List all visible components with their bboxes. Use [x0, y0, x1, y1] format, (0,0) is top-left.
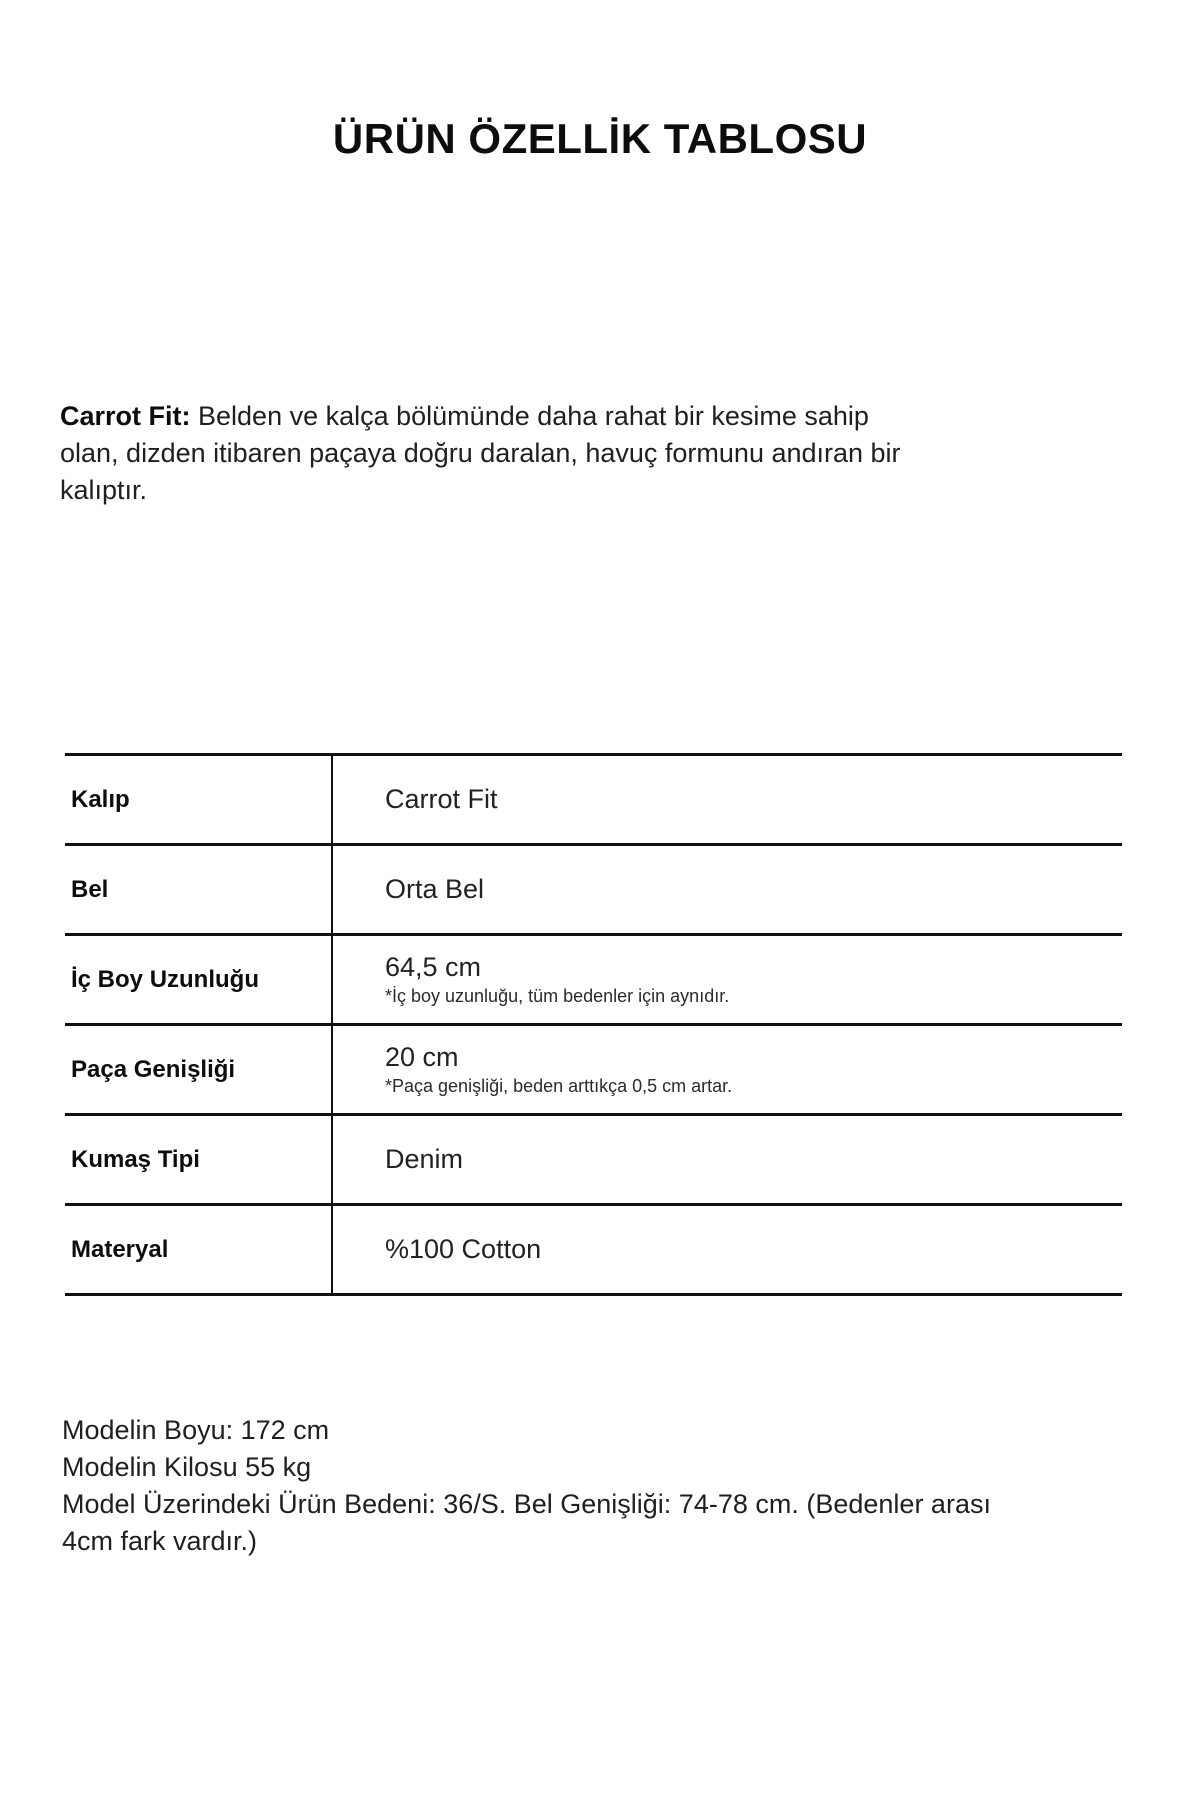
page-title: ÜRÜN ÖZELLİK TABLOSU: [332, 115, 868, 162]
spec-row-materyal: [65, 1206, 1122, 1296]
model-info-line-size: Model Üzerindeki Ürün Bedeni: 36/S. Bel Genişliği: 74-78 cm. (Bedenler arası 4cm fark vardır.): [62, 1489, 991, 1556]
spec-value-cell: [333, 1206, 1122, 1293]
spec-row-kumas: [65, 1116, 1122, 1206]
spec-table: [65, 753, 1122, 1296]
spec-value: %100 Cotton: [385, 1234, 542, 1264]
spec-label: Materyal: [65, 1206, 333, 1293]
fit-description: [60, 398, 912, 509]
fit-description-text: Belden ve kalça bölümünde daha rahat bir kesime sahip olan, dizden itibaren paçaya doğru daralan, havuç formunu andıran bir kalıptır.: [60, 401, 901, 505]
spec-row-bel: [65, 846, 1122, 936]
spec-value-cell: [333, 756, 1122, 843]
model-info-line-height: Modelin Boyu: 172 cm: [62, 1415, 330, 1445]
spec-row-ic-boy: [65, 936, 1122, 1026]
spec-label: İç Boy Uzunluğu: [65, 936, 333, 1023]
spec-value: 20 cm: [385, 1042, 459, 1072]
spec-value: Carrot Fit: [385, 784, 498, 814]
fit-description-lead: Carrot Fit:: [60, 401, 191, 431]
spec-label: Paça Genişliği: [65, 1026, 333, 1113]
spec-value: 64,5 cm: [385, 952, 482, 982]
spec-value-cell: [333, 1026, 1122, 1113]
spec-note: *Paça genişliği, beden arttıkça 0,5 cm artar.: [385, 1076, 733, 1096]
spec-value-cell: [333, 1116, 1122, 1203]
spec-label: Kalıp: [65, 756, 333, 843]
model-info: [62, 1412, 996, 1560]
spec-value-cell: [333, 846, 1122, 933]
spec-value: Denim: [385, 1144, 464, 1174]
spec-label: Bel: [65, 846, 333, 933]
spec-row-kalip: [65, 756, 1122, 846]
spec-row-paca: [65, 1026, 1122, 1116]
model-info-line-weight: Modelin Kilosu 55 kg: [62, 1452, 312, 1482]
spec-value-cell: [333, 936, 1122, 1023]
spec-value: Orta Bel: [385, 874, 485, 904]
spec-label: Kumaş Tipi: [65, 1116, 333, 1203]
spec-note: *İç boy uzunluğu, tüm bedenler için aynıdır.: [385, 986, 730, 1006]
